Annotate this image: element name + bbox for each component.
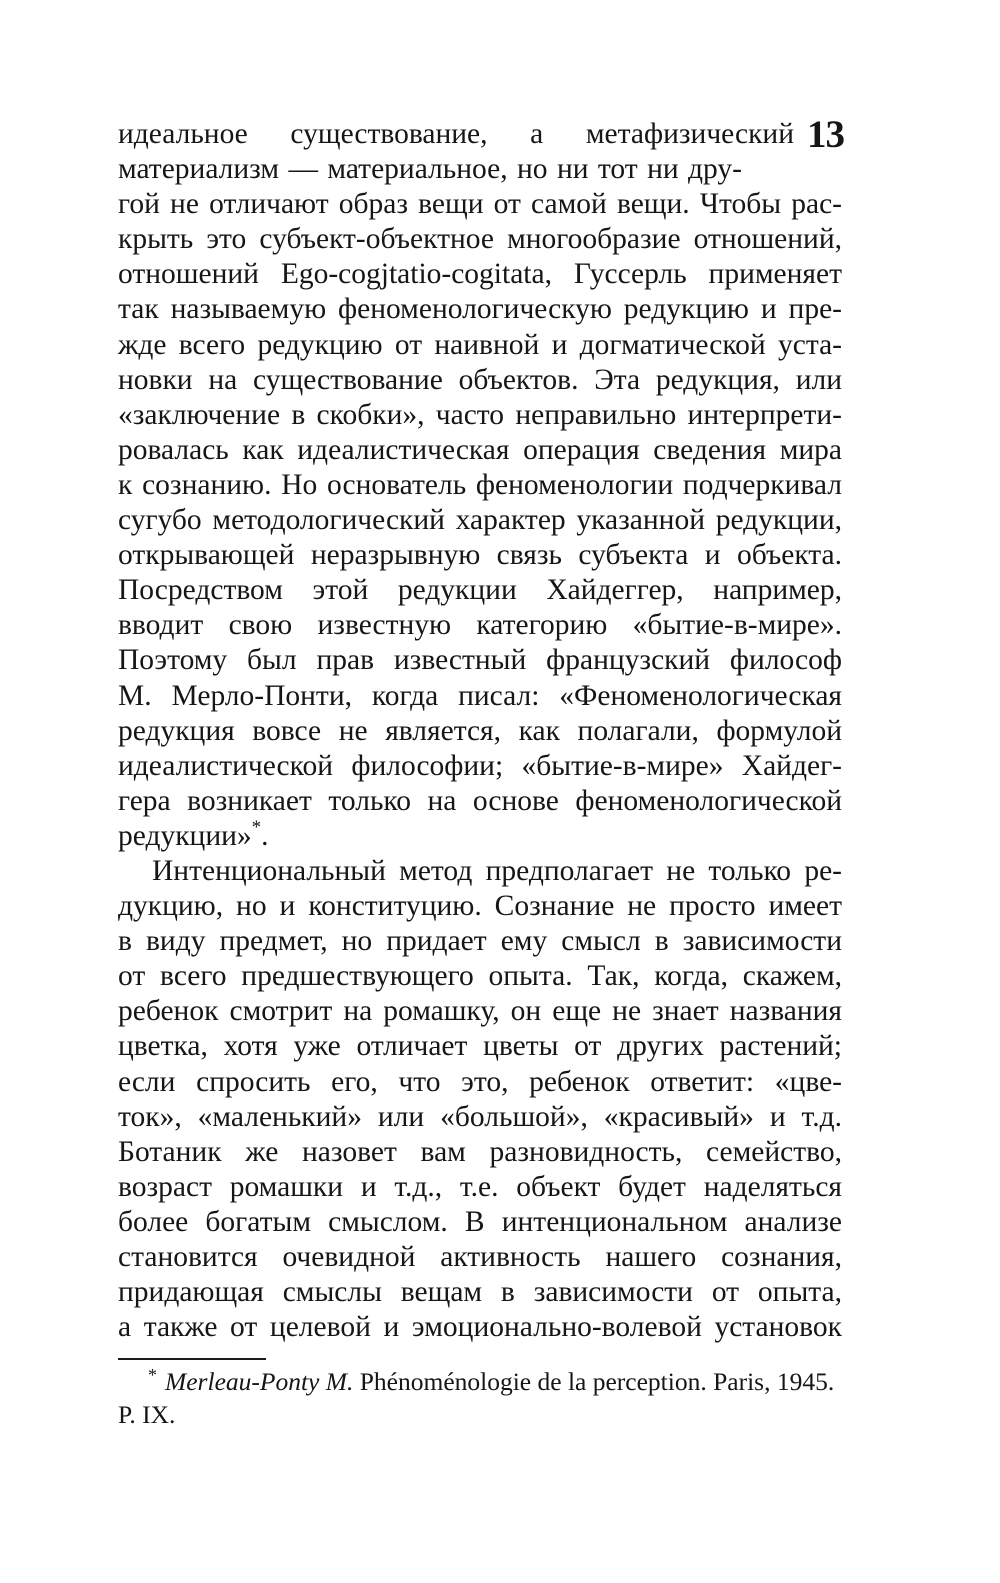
text-line: идеалистической философии; «бытие-в-мире» Хайдег- [118,749,842,782]
text-line: Поэтому был прав известный французский философ [118,644,842,677]
text-line: более богатым смыслом. В интенциональном анализе [118,1205,842,1238]
text-line: к сознанию. Но основатель феноменологии подчеркивал [118,468,842,501]
text-line-content: редукции» [118,819,252,852]
text-line: Посредством этой редукции Хайдеггер, например, [118,574,842,607]
text-line: возраст ромашки и т.д., т.е. объект будет наделяться [118,1170,842,1203]
text-line: ровалась как идеалистическая операция сведения мира [118,433,842,466]
text-line: а также от целевой и эмоционально-волевой установок [118,1311,842,1344]
footnote-ref: P. IX. [118,1400,176,1429]
text-line: материализм — материальное, но ни тот ни дру- [118,153,742,186]
text-line: идеальное существование, а метафизический [118,118,794,150]
text-line: в виду предмет, но придает ему смысл в зависимости [118,925,842,958]
text-line: если спросить его, что это, ребенок ответит: «цве- [118,1065,842,1098]
text-line: цветка, хотя уже отличает цветы от других растений; [118,1030,842,1063]
page-number: 13 [807,113,844,156]
paragraph-1 [118,117,842,854]
text-line: «заключение в скобки», часто неправильно интерпрети- [118,398,842,431]
text-line: Интенциональный метод предполагает не только ре- [152,855,842,887]
footnote-author: Merleau-Ponty M. [165,1367,354,1396]
text-line: гера возникает только на основе феноменологической [118,784,842,817]
footnote-star: * [148,1365,157,1385]
text-line: крыть это субъект-объектное многообразие отношений, [118,223,842,256]
text-line: редукция вовсе не является, как полагали, формулой [118,714,842,747]
text-line: ребенок смотрит на ромашку, он еще не знает названия [118,995,842,1028]
text-line: открывающей неразрывную связь субъекта и объекта. [118,539,842,572]
text-line: сугубо методологический характер указанной редукции, [118,504,842,537]
paragraph-2 [118,854,842,1345]
footnote [118,1365,842,1431]
text-line: вводит свою известную категорию «бытие-в-мире». [118,609,842,642]
text-line: так называемую феноменологическую редукцию и пре- [118,293,842,326]
text-line: отношений Ego-cogjtatio-cogitata, Гуссерль применяет [118,258,842,291]
footnote-title: Phénoménologie de la perception. Paris, 1945. [359,1367,835,1396]
text-line: Ботаник же назовет вам разновидность, семейство, [118,1135,842,1168]
text-line: новки на существование объектов. Эта редукция, или [118,363,842,396]
text-line: становится очевидной активность нашего сознания, [118,1241,842,1274]
footnote-line [118,1365,842,1398]
text-line: дукцию, но и конституцию. Сознание не просто имеет [118,890,842,923]
text-line: жде всего редукцию от наивной и догматической уста- [118,328,842,361]
text-line: гой не отличают образ вещи от самой вещи. Чтобы рас- [118,188,842,221]
text-line: от всего предшествующего опыта. Так, когда, скажем, [118,960,842,993]
footnote-reference[interactable]: * [251,816,262,838]
text-line: ток», «маленький» или «большой», «красивый» и т.д. [118,1100,842,1133]
text-line: придающая смыслы вещам в зависимости от опыта, [118,1276,842,1309]
text-line-last: редукции»*. [118,816,269,852]
text-line: М. Мерло-Понти, когда писал: «Феноменологическая [118,679,842,712]
footnote-divider [118,1358,266,1360]
